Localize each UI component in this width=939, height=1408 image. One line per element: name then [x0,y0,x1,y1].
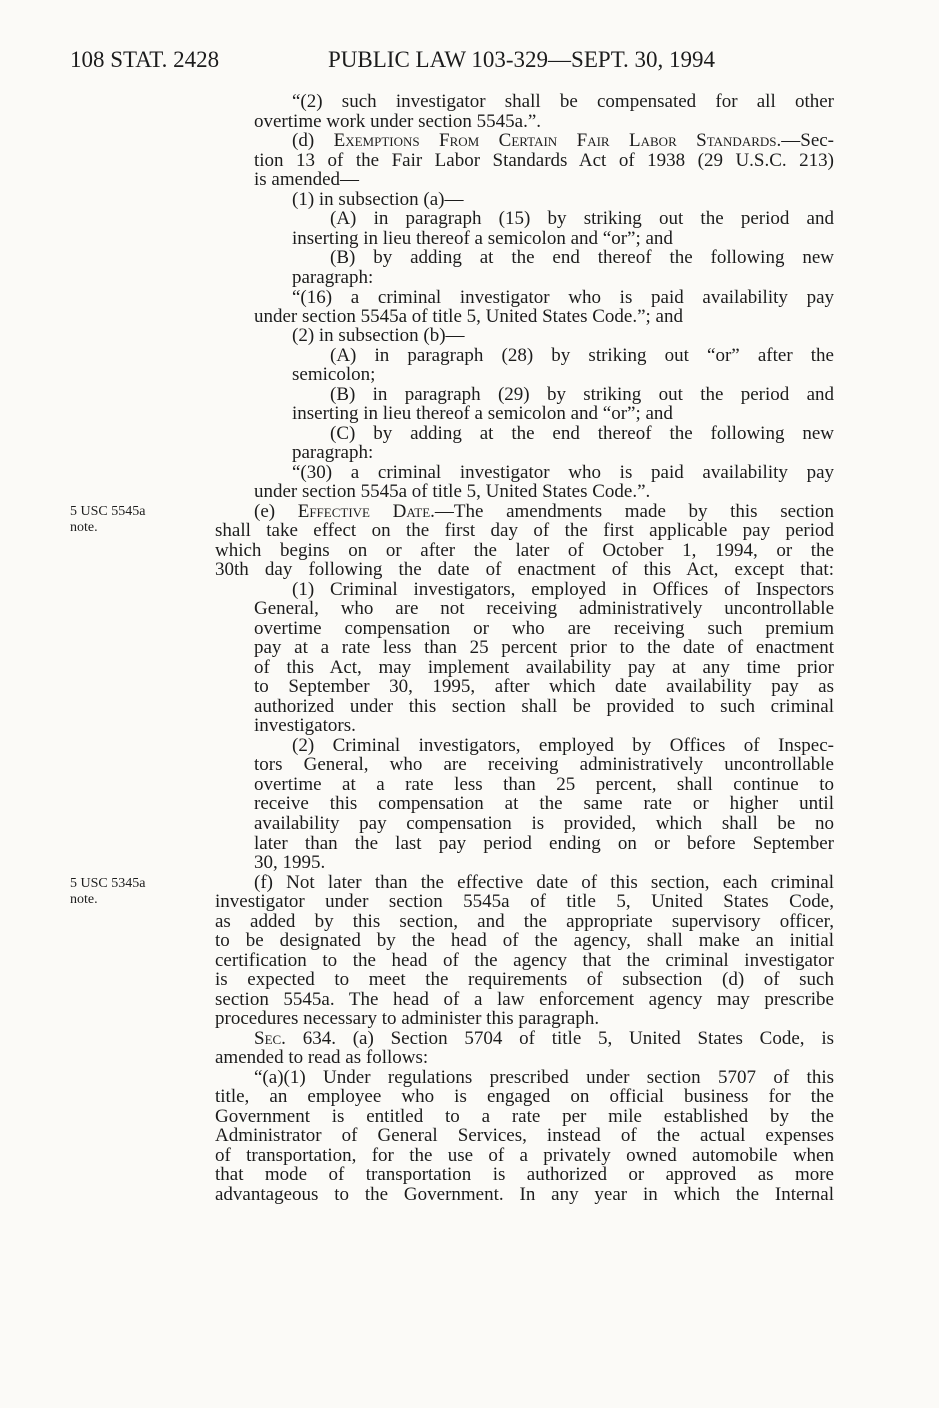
text-line: under section 5545a of title 5, United States Code.”. [254,481,651,502]
text-line: “(30) a criminal investigator who is paid availability pay [292,463,834,483]
text-line-subsection-heading [254,502,834,522]
text-line: overtime at a rate less than 25 percent, shall continue to [254,775,834,795]
text-line: overtime work under section 5545a.”. [254,111,542,132]
margin-note-line: note. [70,520,98,535]
text-line: later than the last pay period ending on or before September [254,834,834,854]
text-line: “(16) a criminal investigator who is paid availability pay [292,288,834,308]
text-line: 30, 1995. [254,852,326,873]
text-line: (B) in paragraph (29) by striking out the period and [330,385,834,405]
text-line: procedures necessary to administer this paragraph. [215,1008,600,1029]
text-line: is amended— [254,169,360,190]
text-line: (f) Not later than the effective date of this section, each criminal [254,873,834,893]
text-line: paragraph: [292,267,374,288]
text-line: tors General, who are receiving administratively uncontrollable [254,755,834,775]
text-line: section 5545a. The head of a law enforcement agency may prescribe [215,990,834,1010]
text-line: to September 30, 1995, after which date availability pay as [254,677,834,697]
text-line: semicolon; [292,364,376,385]
text-line: of transportation, for the use of a privately owned automobile when [215,1146,834,1166]
text-line: which begins on or after the later of October 1, 1994, or the [215,541,834,561]
text-fragment: (e) [254,502,298,522]
text-line: receive this compensation at the same rate or higher until [254,794,834,814]
text-line: General, who are not receiving administratively uncontrollable [254,599,834,619]
section-label: Sec. [254,1029,286,1049]
margin-note-line: note. [70,892,98,907]
text-line: inserting in lieu thereof a semicolon and “or”; and [292,403,673,424]
margin-note-line: 5 USC 5345a [70,876,146,891]
text-line: shall take effect on the first day of the first applicable pay period [215,521,834,541]
text-line: “(2) such investigator shall be compensated for all other [292,92,834,112]
text-line: certification to the head of the agency that the criminal investigator [215,951,834,971]
text-line: tion 13 of the Fair Labor Standards Act of 1938 (29 U.S.C. 213) [254,151,834,171]
text-line: Government is entitled to a rate per mile established by the [215,1107,834,1127]
text-line: (1) in subsection (a)— [292,189,464,210]
text-line: (2) in subsection (b)— [292,325,465,346]
text-line: availability pay compensation is provided, which shall be no [254,814,834,834]
text-line: under section 5545a of title 5, United States Code.”; and [254,306,683,327]
text-line: pay at a rate less than 25 percent prior to the date of enactment [254,638,834,658]
page-header-statute-cite: 108 STAT. 2428 [70,47,220,72]
page-header-law-title: PUBLIC LAW 103-329—SEPT. 30, 1994 [328,47,716,72]
text-line: of this Act, may implement availability pay at any time prior [254,658,834,678]
text-line: that mode of transportation is authorized or approved as more [215,1165,834,1185]
text-line: 30th day following the date of enactment of this Act, except that: [215,560,834,580]
text-line: investigators. [254,715,356,736]
text-line: (1) Criminal investigators, employed in Offices of Inspectors [292,580,834,600]
text-fragment: —Sec- [781,131,834,151]
text-fragment: —The amendments made by this section [434,502,834,522]
text-line: “(a)(1) Under regulations prescribed under section 5707 of this [254,1068,834,1088]
text-line: Administrator of General Services, instead of the actual expenses [215,1126,834,1146]
text-line: overtime compensation or who are receiving such premium [254,619,834,639]
text-line: paragraph: [292,442,374,463]
text-fragment: (d) [292,131,334,151]
text-line: inserting in lieu thereof a semicolon and “or”; and [292,228,673,249]
text-line: (B) by adding at the end thereof the following new [330,248,834,268]
text-line: advantageous to the Government. In any year in which the Internal [215,1185,834,1205]
text-line: is expected to meet the requirements of subsection (d) of such [215,970,834,990]
text-line: (C) by adding at the end thereof the following new [330,424,834,444]
text-line: title, an employee who is engaged on official business for the [215,1087,834,1107]
text-line: (A) in paragraph (28) by striking out “or” after the [330,346,834,366]
text-line: authorized under this section shall be provided to such criminal [254,697,834,717]
text-line: (A) in paragraph (15) by striking out the period and [330,209,834,229]
text-line-section-heading [254,1029,834,1049]
subsection-heading: Effective Date. [297,502,435,522]
margin-note-line: 5 USC 5545a [70,504,146,519]
text-line-subsection-heading [292,131,834,151]
text-line: to be designated by the head of the agency, shall make an initial [215,931,834,951]
text-line: as added by this section, and the appropriate supervisory officer, [215,912,834,932]
text-line: amended to read as follows: [215,1047,429,1068]
subsection-heading: Exemptions From Certain Fair Labor Standards. [333,131,782,151]
text-line: investigator under section 5545a of title 5, United States Code, [215,892,834,912]
text-fragment: 634. (a) Section 5704 of title 5, United States Code, is [285,1029,834,1049]
margin-note [70,504,180,536]
margin-note [70,876,180,908]
text-line: (2) Criminal investigators, employed by Offices of Inspec- [292,736,834,756]
